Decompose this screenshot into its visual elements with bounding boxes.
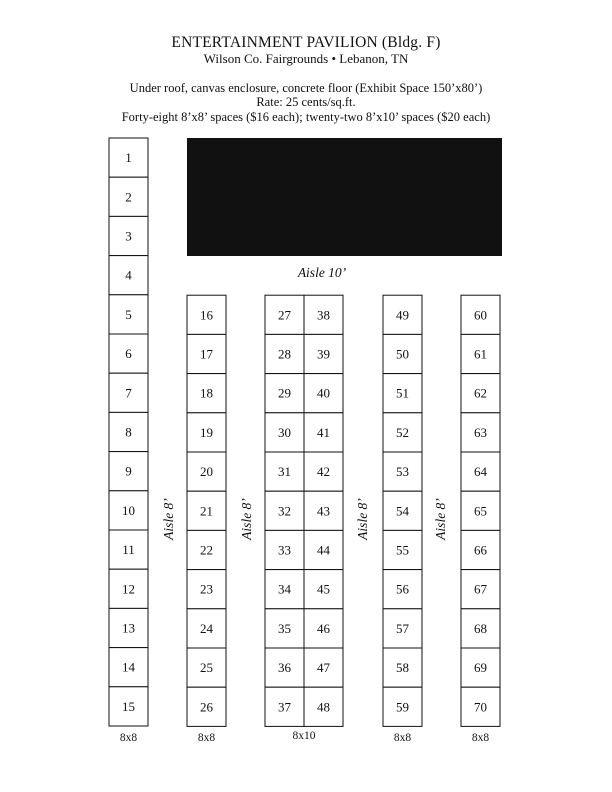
booth-3 (109, 216, 148, 255)
booth-47 (304, 648, 343, 687)
booth-number: 53 (396, 464, 409, 480)
booth-number: 44 (317, 542, 330, 558)
booth-number: 17 (200, 346, 213, 362)
stage-block (187, 138, 502, 256)
booth-11 (109, 530, 148, 569)
booth-64 (461, 452, 500, 491)
booth-number: 32 (278, 503, 291, 519)
booth-32 (265, 491, 304, 530)
booth-15 (109, 687, 148, 726)
booth-number: 30 (278, 424, 291, 440)
size-label-center: 8x10 (292, 730, 316, 742)
booth-53 (383, 452, 422, 491)
page-subtitle: Wilson Co. Fairgrounds • Lebanon, TN (203, 51, 409, 66)
booth-number: 24 (200, 620, 213, 636)
booth-number: 61 (474, 346, 487, 362)
size-label-col-1: 8x8 (119, 732, 138, 744)
booth-number: 27 (278, 307, 291, 323)
booth-number: 66 (474, 542, 487, 558)
booth-number: 62 (474, 385, 487, 401)
booth-number: 52 (396, 424, 409, 440)
booth-number: 36 (278, 660, 291, 676)
booth-8 (109, 412, 148, 451)
booth-4 (109, 256, 148, 295)
booth-number: 34 (278, 581, 291, 597)
booth-number: 68 (474, 620, 487, 636)
booth-number: 65 (474, 503, 487, 519)
booth-number: 10 (122, 502, 135, 518)
booth-65 (461, 491, 500, 530)
size-label-col-5: 8x8 (393, 732, 412, 744)
booth-6 (109, 334, 148, 373)
booth-number: 8 (125, 424, 132, 440)
aisle-label-1: Aisle 8’ (161, 498, 176, 540)
booth-55 (383, 530, 422, 569)
booth-34 (265, 570, 304, 609)
booth-number: 49 (396, 307, 409, 323)
booth-number: 2 (125, 189, 132, 205)
booth-49 (383, 295, 422, 334)
booth-67 (461, 570, 500, 609)
booth-number: 35 (278, 620, 291, 636)
booth-number: 59 (396, 699, 409, 715)
booth-68 (461, 609, 500, 648)
booth-36 (265, 648, 304, 687)
booth-14 (109, 648, 148, 687)
info-line-rate: Rate: 25 cents/sq.ft. (256, 95, 356, 109)
booth-number: 11 (122, 542, 135, 558)
booth-62 (461, 374, 500, 413)
booth-number: 42 (317, 464, 330, 480)
booth-number: 55 (396, 542, 409, 558)
booth-number: 58 (396, 660, 409, 676)
booth-63 (461, 413, 500, 452)
booth-33 (265, 530, 304, 569)
booth-16 (187, 295, 226, 334)
booth-number: 6 (125, 346, 132, 362)
info-line-space: Under roof, canvas enclosure, concrete floor (Exhibit Space 150’x80’) (129, 81, 483, 95)
booth-number: 70 (474, 699, 487, 715)
booth-number: 46 (317, 620, 330, 636)
booth-number: 63 (474, 424, 487, 440)
booth-54 (383, 491, 422, 530)
booth-42 (304, 452, 343, 491)
size-label-col-2: 8x8 (197, 732, 216, 744)
booth-number: 69 (474, 660, 487, 676)
booth-number: 51 (396, 385, 409, 401)
size-labels (120, 730, 490, 744)
booth-number: 31 (278, 464, 291, 480)
booth-number: 7 (125, 385, 132, 401)
booth-number: 4 (125, 267, 132, 283)
booth-number: 37 (278, 699, 291, 715)
booth-58 (383, 648, 422, 687)
booth-38 (304, 295, 343, 334)
booth-7 (109, 373, 148, 412)
aisle-label-2: Aisle 8’ (239, 498, 254, 540)
aisle-label-4: Aisle 8’ (433, 498, 448, 540)
booth-52 (383, 413, 422, 452)
booth-number: 25 (200, 660, 213, 676)
booth-70 (461, 687, 500, 726)
booth-number: 3 (125, 228, 132, 244)
booth-number: 41 (317, 424, 330, 440)
booth-number: 22 (200, 542, 213, 558)
booth-30 (265, 413, 304, 452)
booth-1 (109, 138, 148, 177)
booth-number: 43 (317, 503, 330, 519)
booth-number: 56 (396, 581, 409, 597)
booth-60 (461, 295, 500, 334)
booth-number: 1 (125, 150, 132, 166)
booth-number: 20 (200, 464, 213, 480)
booth-number: 39 (317, 346, 330, 362)
booth-25 (187, 648, 226, 687)
booth-5 (109, 295, 148, 334)
booth-number: 29 (278, 385, 291, 401)
booth-46 (304, 609, 343, 648)
booth-number: 26 (200, 699, 213, 715)
booth-number: 48 (317, 699, 330, 715)
booth-61 (461, 334, 500, 373)
booth-number: 28 (278, 346, 291, 362)
booth-number: 12 (122, 581, 135, 597)
booth-59 (383, 687, 422, 726)
booth-27 (265, 295, 304, 334)
booth-44 (304, 530, 343, 569)
booth-number: 67 (474, 581, 487, 597)
booth-12 (109, 569, 148, 608)
booth-number: 21 (200, 503, 213, 519)
booth-number: 50 (396, 346, 409, 362)
booth-number: 40 (317, 385, 330, 401)
booth-35 (265, 609, 304, 648)
booth-number: 38 (317, 307, 330, 323)
booth-number: 33 (278, 542, 291, 558)
booth-24 (187, 609, 226, 648)
info-line-spaces: Forty-eight 8’x8’ spaces ($16 each); twenty-two 8’x10’ spaces ($20 each) (121, 110, 491, 124)
booth-number: 18 (200, 385, 213, 401)
booth-22 (187, 530, 226, 569)
booth-9 (109, 452, 148, 491)
booth-number: 16 (200, 307, 213, 323)
booth-number: 23 (200, 581, 213, 597)
booth-18 (187, 374, 226, 413)
booth-number: 45 (317, 581, 330, 597)
booth-43 (304, 491, 343, 530)
booth-40 (304, 374, 343, 413)
booth-45 (304, 570, 343, 609)
booth-number: 14 (122, 659, 135, 675)
booth-number: 19 (200, 424, 213, 440)
booth-31 (265, 452, 304, 491)
booth-28 (265, 334, 304, 373)
booth-56 (383, 570, 422, 609)
booth-20 (187, 452, 226, 491)
aisle-label-top: Aisle 10’ (297, 265, 347, 280)
booth-39 (304, 334, 343, 373)
booth-51 (383, 374, 422, 413)
page-title: ENTERTAINMENT PAVILION (Bldg. F) (171, 34, 441, 51)
booth-66 (461, 530, 500, 569)
booth-10 (109, 491, 148, 530)
size-label-col-6: 8x8 (471, 732, 490, 744)
booth-number: 54 (396, 503, 409, 519)
booth-26 (187, 687, 226, 726)
booth-number: 9 (125, 463, 132, 479)
booth-number: 13 (122, 620, 135, 636)
booth-number: 64 (474, 464, 487, 480)
booth-23 (187, 570, 226, 609)
booth-number: 57 (396, 620, 409, 636)
booth-29 (265, 374, 304, 413)
booth-57 (383, 609, 422, 648)
booth-17 (187, 334, 226, 373)
booth-13 (109, 608, 148, 647)
booth-37 (265, 687, 304, 726)
booth-50 (383, 334, 422, 373)
booth-number: 47 (317, 660, 330, 676)
booth-48 (304, 687, 343, 726)
aisle-label-3: Aisle 8’ (355, 498, 370, 540)
booth-number: 15 (122, 698, 135, 714)
booth-69 (461, 648, 500, 687)
booth-21 (187, 491, 226, 530)
booth-19 (187, 413, 226, 452)
booth-number: 60 (474, 307, 487, 323)
booth-41 (304, 413, 343, 452)
booth-2 (109, 177, 148, 216)
booth-number: 5 (125, 306, 132, 322)
